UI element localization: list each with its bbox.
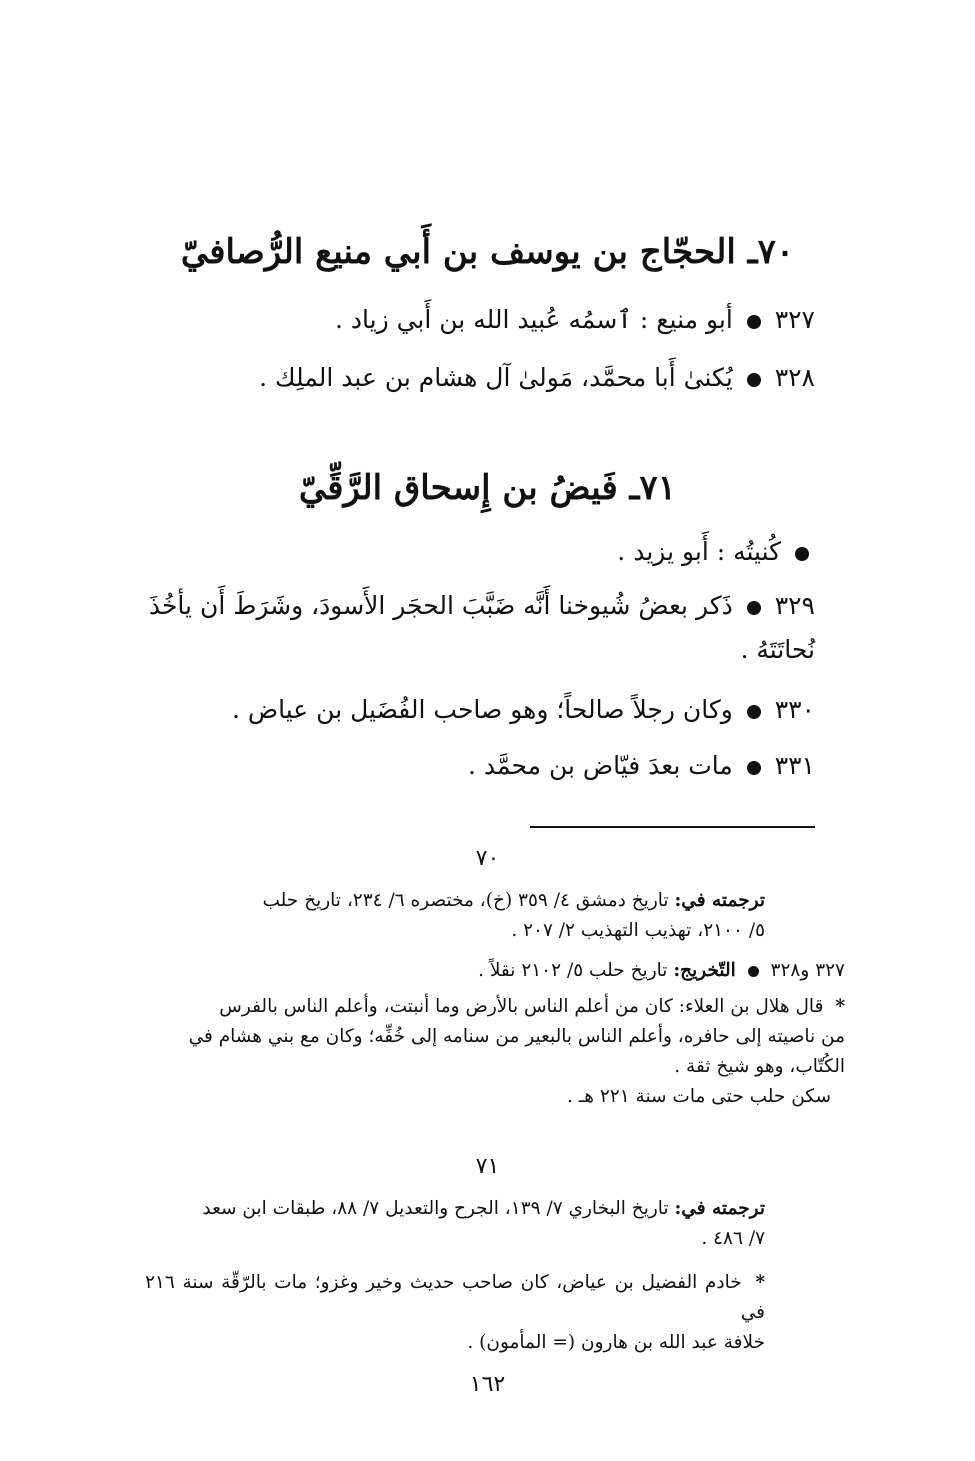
entry-329 <box>115 584 815 672</box>
footnote-note-line: سكن حلب حتى مات سنة ٢٢١ هـ . <box>567 1086 831 1107</box>
entry-text: مات بعدَ فيّاض بن محمَّد . <box>468 751 733 780</box>
section-heading-70: ٧٠ـ الحجّاج بن يوسف بن أَبي منيع الرُّصافيّ <box>180 232 795 272</box>
footnote-sources-text-continued: ٧/ ٤٨٦ . <box>701 1228 765 1249</box>
entry-text: وكان رجلاً صالحاً؛ وهو صاحب الفُضَيل بن عياض . <box>232 695 733 724</box>
entry-number: ٣٢٩ <box>774 591 815 620</box>
section-heading-71: ٧١ـ فَيضُ بن إِسحاق الرَّقِّيّ <box>298 468 677 508</box>
entry-text: أبو منيع : ٱسمُه عُبيد الله بن أَبي زياد . <box>334 305 733 334</box>
footnote-sources-text: تاريخ دمشق ٤/ ٣٥٩ (خ)، مختصره ٦/ ٢٣٤، تاريخ حلب <box>262 890 669 911</box>
footnote-takhrij-label: التّخريج: <box>673 960 736 981</box>
footnote-sources-label: ترجمته في: <box>674 1198 765 1219</box>
footnote-note-line: قال هلال بن العلاء: كان من أعلم الناس بالأرض وما أنبتت، وأعلم الناس بالفرس <box>219 996 824 1017</box>
footnote-sources-text-continued: ٥/ ٢١٠٠، تهذيب التهذيب ٢/ ٢٠٧ . <box>511 920 765 941</box>
entry-text: كُنيتُه : أَبو يزيد . <box>617 537 782 566</box>
entry-number: ٣٢٧ <box>774 305 815 334</box>
bullet-icon <box>748 966 759 977</box>
footnote-sources-text: تاريخ البخاري ٧/ ١٣٩، الجرح والتعديل ٧/ ٨٨، طبقات ابن سعد <box>202 1198 669 1219</box>
entry-330 <box>125 688 815 732</box>
entry-327 <box>125 298 815 342</box>
footnote-note-line: خلافة عبد الله بن هارون (= المأمون) . <box>467 1332 765 1353</box>
bullet-icon <box>747 315 761 329</box>
footnote-70-takhrij <box>145 956 845 986</box>
bullet-icon <box>747 373 761 387</box>
footnote-71-sources <box>145 1194 765 1254</box>
entry-number: ٣٢٨ <box>774 363 815 392</box>
entry-number: ٣٣١ <box>774 751 815 780</box>
footnote-takhrij-prefix: ٣٢٧ و٣٢٨ <box>770 960 845 981</box>
entry-kunya <box>125 530 815 574</box>
entry-text: ذَكر بعضُ شُيوخنا أَنَّه ضَبَّبَ الحجَر الأَسودَ، وشَرَطَ أَن يأخُذَ <box>148 591 733 620</box>
bullet-icon <box>747 705 761 719</box>
footnote-note-line: الكُتّاب، وهو شيخ ثقة . <box>674 1056 845 1077</box>
footnote-sources-label: ترجمته في: <box>674 890 765 911</box>
bullet-icon <box>747 601 761 615</box>
entry-text-continued: نُحاتَتَهُ . <box>740 635 815 664</box>
footnote-label-71: ٧١ <box>475 1154 500 1179</box>
asterisk-icon: * <box>835 996 845 1017</box>
entry-number: ٣٣٠ <box>774 695 815 724</box>
footnote-note-line: خادم الفضيل بن عياض، كان صاحب حديث وخير وغزو؛ مات بالرّقّة سنة ٢١٦ في <box>145 1272 765 1323</box>
bullet-icon <box>795 547 809 561</box>
footnote-takhrij-text: تاريخ حلب ٥/ ٢١٠٢ نقلاً . <box>478 960 668 981</box>
footnote-divider <box>530 826 815 828</box>
footnote-70-sources <box>145 886 765 946</box>
footnote-note-line: من ناصيته إلى حافره، وأعلم الناس بالبعير من سنامه إلى خُفِّه؛ وكان مع بني هشام في <box>188 1026 845 1047</box>
footnote-label-70: ٧٠ <box>475 846 500 871</box>
asterisk-icon: * <box>755 1272 766 1293</box>
footnote-71-note <box>145 1268 765 1358</box>
footnote-70-note <box>145 992 845 1112</box>
entry-328 <box>125 356 815 400</box>
page-number: ١٦٢ <box>469 1372 506 1397</box>
bullet-icon <box>747 761 761 775</box>
entry-text: يُكنىٰ أَبا محمَّد، مَولىٰ آل هشام بن عبد الملِك . <box>259 363 733 392</box>
entry-331 <box>125 744 815 788</box>
